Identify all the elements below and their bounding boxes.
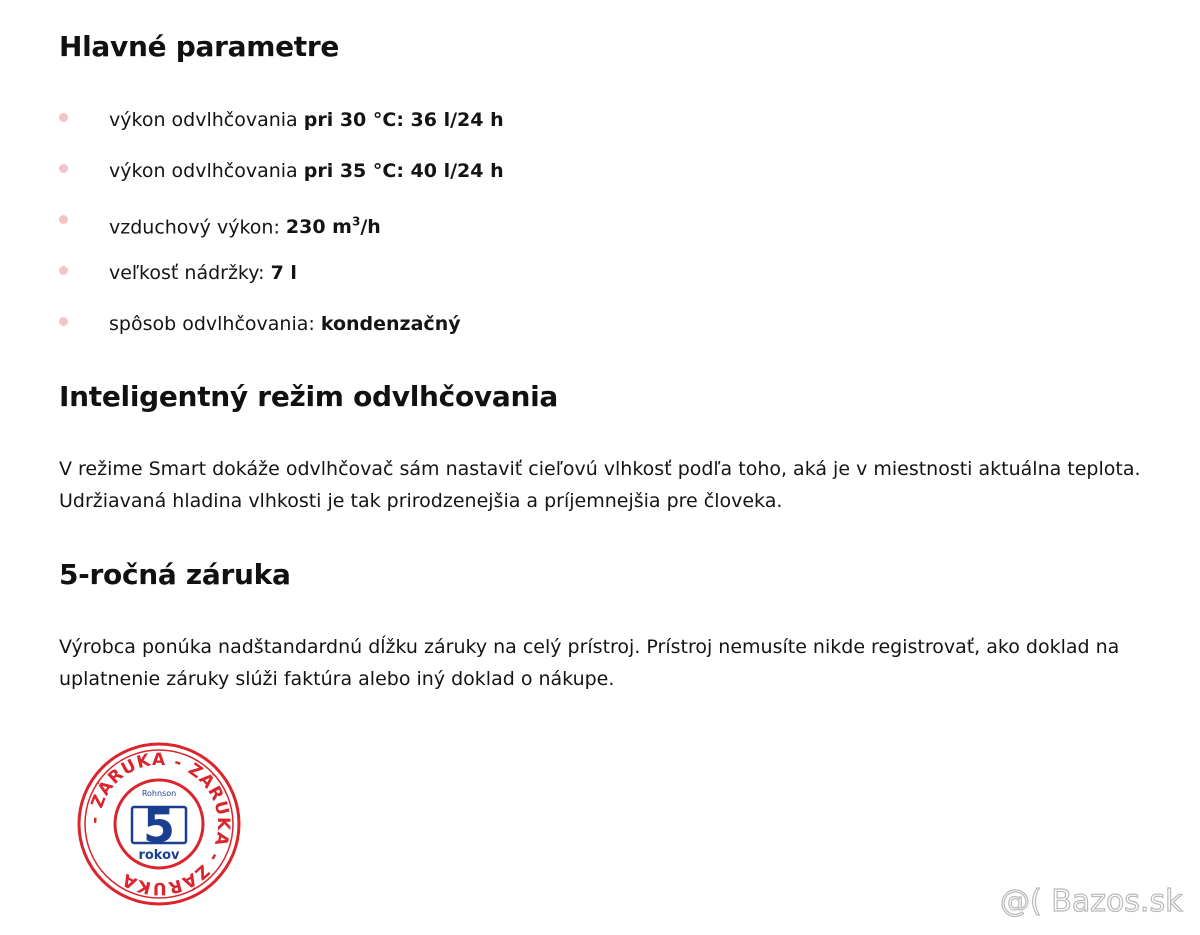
- list-item: [59, 104, 504, 155]
- warranty-stamp-logo: [76, 741, 242, 907]
- param-value: 7 l: [270, 262, 297, 284]
- paragraph-smart-mode: V režime Smart dokáže odvlhčovač sám nastaviť cieľovú vlhkosť podľa toho, aká je v miestnosti aktuálna teplota. Udržiavaná hladina vlhkosti je tak prirodzenejšia a príjemnejšia pre človeka.: [59, 458, 1141, 512]
- param-label: vzduchový výkon:: [109, 216, 286, 239]
- paragraph-warranty: Výrobca ponúka nadštandardnú dĺžku záruky na celý prístroj. Prístroj nemusíte nikde registrovať, ako doklad na uplatnenie záruky slúži faktúra alebo iný doklad o nákupe.: [59, 636, 1120, 690]
- bullet-dot-icon: [59, 266, 68, 275]
- param-value-superscript: 3: [351, 215, 361, 229]
- list-item: [59, 257, 504, 308]
- param-value-suffix: /h: [360, 216, 381, 239]
- svg-text:rokov: rokov: [138, 848, 180, 863]
- parameters-list: [59, 104, 504, 359]
- bullet-dot-icon: [59, 113, 68, 122]
- heading-smart-mode: Inteligentný režim odvlhčovania: [59, 380, 558, 413]
- param-label: výkon odvlhčovania: [109, 109, 304, 131]
- warranty-seal-icon: [76, 741, 242, 907]
- list-item: [59, 308, 504, 359]
- param-label: spôsob odvlhčovania:: [109, 313, 321, 335]
- svg-text:- ZÁRUKA - ZÁRUKA - ZÁRUKA: - ZÁRUKA - ZÁRUKA - ZÁRUKA: [84, 749, 234, 899]
- bullet-dot-icon: [59, 215, 68, 224]
- param-value: pri 35 °C: 40 l/24 h: [303, 160, 504, 182]
- svg-text:5: 5: [142, 799, 176, 853]
- param-value: pri 30 °C: 36 l/24 h: [303, 109, 504, 131]
- param-label: veľkosť nádržky:: [109, 262, 271, 284]
- param-value-main: 230 m: [285, 216, 352, 239]
- heading-main-parameters: Hlavné parametre: [59, 30, 340, 63]
- svg-text:Rohnson: Rohnson: [141, 789, 177, 798]
- param-value: [286, 216, 381, 238]
- param-label: výkon odvlhčovania: [109, 160, 304, 182]
- bullet-dot-icon: [59, 317, 68, 326]
- heading-warranty: 5-ročná záruka: [59, 558, 291, 591]
- list-item: [59, 155, 504, 206]
- list-item: [59, 206, 504, 257]
- bazos-watermark: @( Bazos.sk: [1000, 884, 1183, 919]
- param-value: kondenzačný: [320, 313, 461, 335]
- bullet-dot-icon: [59, 164, 68, 173]
